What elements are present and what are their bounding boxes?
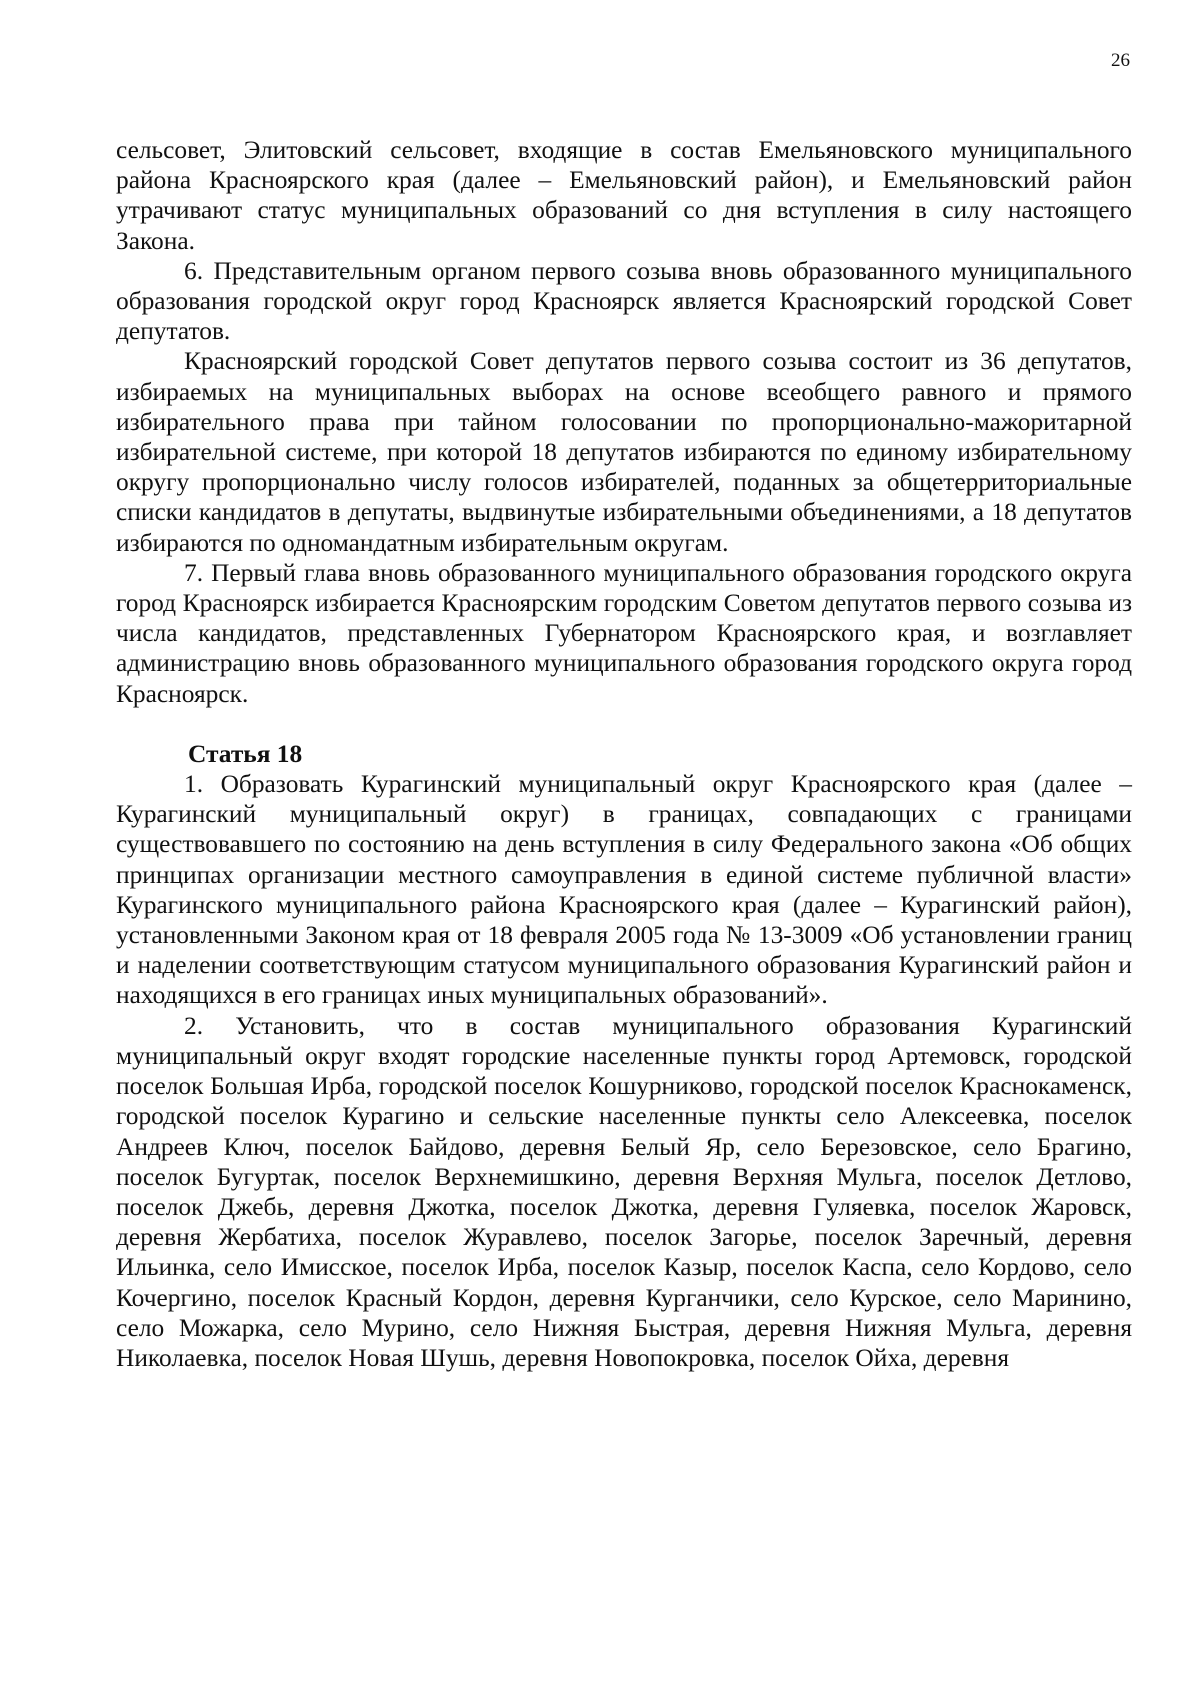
paragraph-item-6: 6. Представительным органом первого созыва вновь образованного муниципального образования городской округ город Красноярск является Красноярский городской Совет депутатов. — [116, 256, 1132, 346]
paragraph-article-18-item-2: 2. Установить, что в состав муниципального образования Курагинский муниципальный округ входят городские населенные пункты город Артемовск, городской поселок Большая Ирба, городской поселок Кошурниково, городской поселок Краснокаменск, городской поселок Курагино и сельские населенные пункты село Алексеевка, поселок Андреев Ключ, поселок Байдово, деревня Белый Яр, село Березовское, село Брагино, поселок Бугуртак, поселок Верхнемишкино, деревня Верхняя Мульга, поселок Детлово, поселок Джебь, деревня Джотка, поселок Джотка, деревня Гуляевка, поселок Жаровск, деревня Жербатиха, поселок Журавлево, поселок Загорье, поселок Заречный, деревня Ильинка, село Имисское, поселок Ирба, поселок Казыр, поселок Каспа, село Кордово, село Кочергино, поселок Красный Кордон, деревня Курганчики, село Курское, село Маринино, село Можарка, село Мурино, село Нижняя Быстрая, деревня Нижняя Мульга, деревня Николаевка, поселок Новая Шушь, деревня Новопокровка, поселок Ойха, деревня — [116, 1011, 1132, 1372]
article-heading: Статья 18 — [188, 739, 303, 768]
paragraph-continuation: сельсовет, Элитовский сельсовет, входящие в состав Емельяновского муниципального района Красноярского края (далее – Емельяновский район), и Емельяновский район утрачивают статус муниципальных образований со дня вступления в силу настоящего Закона. — [116, 136, 1132, 255]
paragraph-article-18-item-1: 1. Образовать Курагинский муниципальный округ Красноярского края (далее – Курагинский муниципальный округ) в границах, совпадающих с границами существовавшего по состоянию на день вступления в силу Федерального закона «Об общих принципах организации местного самоуправления в единой системе публичной власти» Курагинского муниципального района Красноярского края (далее – Курагинский район), установленными Законом края от 18 февраля 2005 года № 13-3009 «Об установлении границ и наделении соответствующим статусом муниципального образования Курагинский район и находящихся в его границах иных муниципальных образований». — [116, 770, 1132, 1010]
document-body — [116, 135, 1132, 1373]
page-number: 26 — [1111, 50, 1130, 71]
paragraph-council-composition: Красноярский городской Совет депутатов первого созыва состоит из 36 депутатов, избираемых на муниципальных выборах на основе всеобщего равного и прямого избирательного права при тайном голосовании по пропорционально-мажоритарной избирательной системе, при которой 18 депутатов избираются по единому избирательному округу пропорционально числу голосов избирателей, поданных за общетерриториальные списки кандидатов в депутаты, выдвинутые избирательными объединениями, а 18 депутатов избираются по одномандатным избирательным округам. — [116, 347, 1132, 557]
section-spacer — [116, 709, 1132, 739]
paragraph-item-7: 7. Первый глава вновь образованного муниципального образования городского округа город Красноярск избирается Красноярским городским Советом депутатов первого созыва из числа кандидатов, представленных Губернатором Красноярского края, и возглавляет администрацию вновь образованного муниципального образования городского округа город Красноярск. — [116, 558, 1132, 708]
